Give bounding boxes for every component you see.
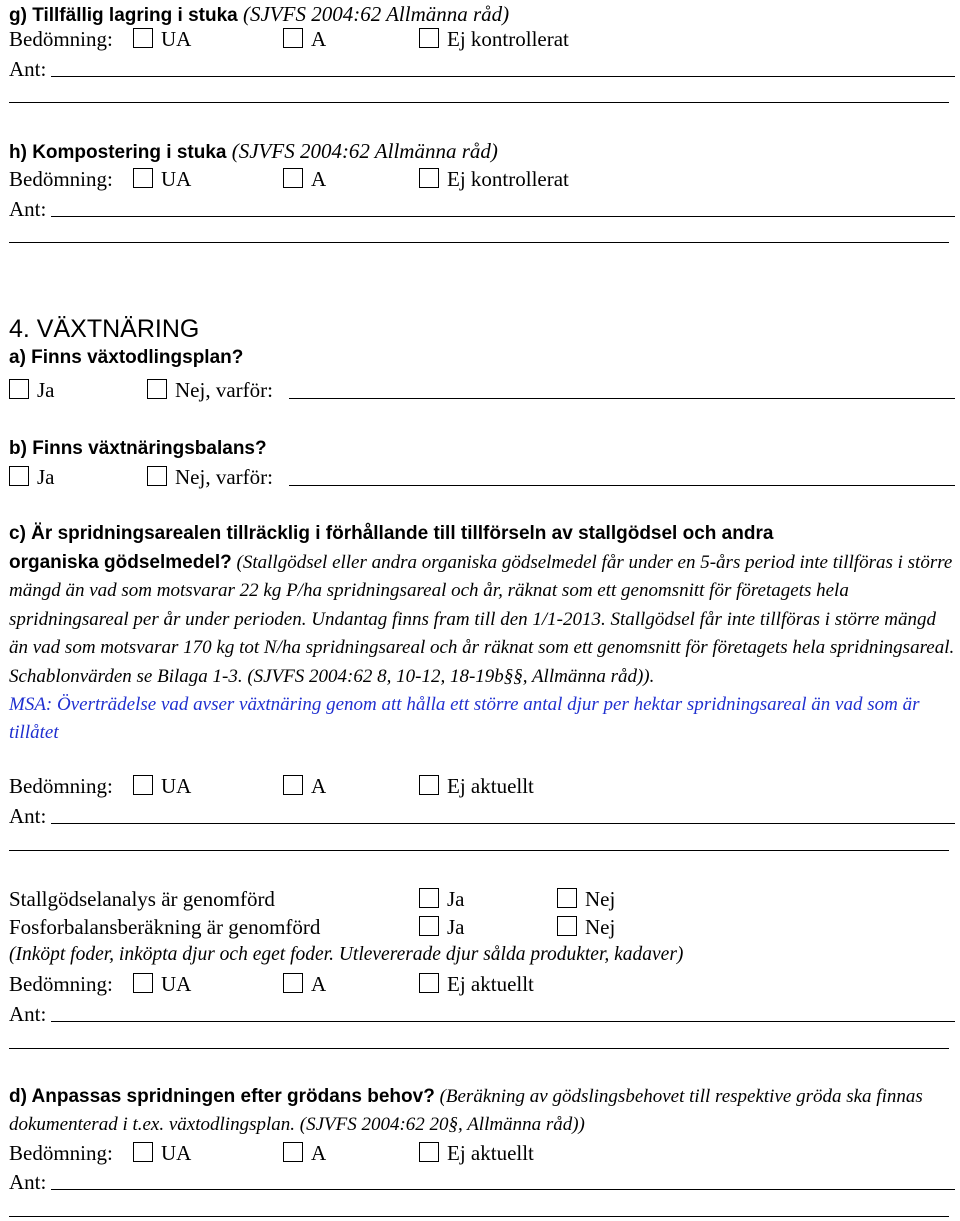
option-a-label: A — [311, 972, 327, 996]
checkbox-ja[interactable] — [9, 379, 29, 399]
option-ja-label: Ja — [37, 465, 55, 489]
question-c-assessment-row — [9, 772, 949, 800]
bedomning-label: Bedömning: — [9, 774, 113, 798]
checkbox-a[interactable] — [283, 775, 303, 795]
section-h-ant-label: Ant: — [9, 197, 47, 221]
section-h-title-line — [9, 137, 498, 167]
section-g-title: g) Tillfällig lagring i stuka — [9, 5, 238, 26]
checkbox-ja[interactable] — [419, 916, 439, 936]
question-c-ant-field[interactable] — [51, 823, 955, 824]
checkbox-nej[interactable] — [557, 916, 577, 936]
checkbox-nej[interactable] — [147, 466, 167, 486]
question-d-paragraph — [9, 1083, 955, 1140]
section-g-ant-label: Ant: — [9, 57, 47, 81]
option-ua-label: UA — [161, 972, 192, 996]
checkbox-ja[interactable] — [9, 466, 29, 486]
fosfor-ant-field-line2[interactable] — [9, 1048, 949, 1049]
option-nej-varfor-label: Nej, varför: — [175, 378, 273, 402]
question-c-paragraph — [9, 549, 955, 748]
question-c-ant-label: Ant: — [9, 804, 47, 828]
option-a-label: A — [311, 27, 327, 51]
question-d-explanation: (Beräkning av gödslingsbehovet till respektive gröda ska finnas dokumenterad i t.ex. växtodlingsplan. (SJVFS 2004:62 20§, Allmänna råd)) — [9, 1086, 923, 1136]
question-b: b) Finns växtnäringsbalans? — [9, 438, 267, 459]
question-c-msa-note: MSA: Överträdelse vad avser växtnäring genom att hålla ett större antal djur per hektar spridningsareal än vad som är tillåtet — [9, 694, 920, 744]
question-d: d) Anpassas spridningen efter grödans behov? — [9, 1086, 435, 1107]
section-g-assessment-row — [9, 25, 949, 53]
option-a-label: A — [311, 774, 327, 798]
stallgodselanalys-row — [9, 885, 955, 913]
checkbox-ua[interactable] — [133, 28, 153, 48]
question-a-answer-row — [9, 376, 955, 404]
question-b-reason-field[interactable] — [289, 485, 955, 486]
section-g-ref: (SJVFS 2004:62 Allmänna råd) — [242, 2, 510, 26]
option-a-label: A — [311, 1141, 327, 1165]
option-ej-aktuellt-label: Ej aktuellt — [447, 774, 534, 798]
option-ej-kontrollerat-label: Ej kontrollerat — [447, 27, 569, 51]
fosforbalans-row — [9, 913, 955, 941]
fosfor-ant-label: Ant: — [9, 1002, 47, 1026]
option-nej-varfor-label: Nej, varför: — [175, 465, 273, 489]
question-c-ant-field-line2[interactable] — [9, 850, 949, 851]
section-h-ant-field-line2[interactable] — [9, 242, 949, 243]
bedomning-label: Bedömning: — [9, 27, 113, 51]
option-ja-label: Ja — [37, 378, 55, 402]
checkbox-nej[interactable] — [557, 888, 577, 908]
checkbox-ja[interactable] — [419, 888, 439, 908]
question-d-assessment-row — [9, 1139, 949, 1167]
question-c-line2: organiska gödselmedel? — [9, 552, 232, 573]
option-ja-label: Ja — [447, 915, 465, 939]
bedomning-label: Bedömning: — [9, 972, 113, 996]
section-h-title: h) Kompostering i stuka — [9, 142, 227, 163]
question-a: a) Finns växtodlingsplan? — [9, 347, 244, 368]
checkbox-ej-aktuellt[interactable] — [419, 1142, 439, 1162]
checkbox-ua[interactable] — [133, 1142, 153, 1162]
fosforbalans-label: Fosforbalansberäkning är genomförd — [9, 915, 321, 939]
option-ua-label: UA — [161, 27, 192, 51]
bedomning-label: Bedömning: — [9, 167, 113, 191]
question-d-ant-field-line2[interactable] — [9, 1216, 949, 1217]
option-ua-label: UA — [161, 774, 192, 798]
checkbox-ej-aktuellt[interactable] — [419, 775, 439, 795]
section-h-ref: (SJVFS 2004:62 Allmänna råd) — [231, 139, 498, 163]
section-g-ant-field-line2[interactable] — [9, 102, 949, 103]
option-ua-label: UA — [161, 167, 192, 191]
section-4-heading: 4. VÄXTNÄRING — [9, 315, 200, 343]
option-nej-label: Nej — [585, 915, 616, 939]
section-h-assessment-row — [9, 165, 949, 193]
option-ua-label: UA — [161, 1141, 192, 1165]
option-ej-aktuellt-label: Ej aktuellt — [447, 1141, 534, 1165]
option-ej-kontrollerat-label: Ej kontrollerat — [447, 167, 569, 191]
checkbox-ua[interactable] — [133, 168, 153, 188]
section-g-ant-field[interactable] — [51, 76, 955, 77]
section-h-ant-field[interactable] — [51, 216, 955, 217]
checkbox-a[interactable] — [283, 1142, 303, 1162]
fosfor-assessment-row — [9, 970, 949, 998]
option-ja-label: Ja — [447, 887, 465, 911]
checkbox-a[interactable] — [283, 168, 303, 188]
question-d-ant-label: Ant: — [9, 1170, 47, 1194]
question-c-line1: c) Är spridningsarealen tillräcklig i förhållande till tillförseln av stallgödsel och andra — [9, 523, 774, 544]
fosfor-ant-field[interactable] — [51, 1021, 955, 1022]
checkbox-a[interactable] — [283, 28, 303, 48]
option-nej-label: Nej — [585, 887, 616, 911]
question-c-explanation: (Stallgödsel eller andra organiska gödselmedel får under en 5-års period inte tillföras i större mängd än vad som motsvarar 22 kg P/ha spridningsareal och år, räknat som ett genomsnitt för företagets hela spridningsareal per år under perioden. Undantag finns fram till den 1/1-2013. Stallgödsel får inte tillföras i större mängd än vad som motsvarar 170 kg tot N/ha spridningsareal och år räknat som ett genomsnitt för företagets hela spridningsareal. Schablonvärden se Bilaga 1-3. (SJVFS 2004:62 8, 10-12, 18-19b§§, Allmänna råd)). — [9, 552, 955, 687]
checkbox-ej-kontrollerat[interactable] — [419, 28, 439, 48]
checkbox-nej[interactable] — [147, 379, 167, 399]
stallgodselanalys-label: Stallgödselanalys är genomförd — [9, 887, 275, 911]
bedomning-label: Bedömning: — [9, 1141, 113, 1165]
inkopt-note: (Inköpt foder, inköpta djur och eget foder. Utlevererade djur sålda produkter, kadaver) — [9, 944, 684, 965]
checkbox-ej-aktuellt[interactable] — [419, 973, 439, 993]
option-ej-aktuellt-label: Ej aktuellt — [447, 972, 534, 996]
checkbox-a[interactable] — [283, 973, 303, 993]
checkbox-ua[interactable] — [133, 973, 153, 993]
question-a-reason-field[interactable] — [289, 398, 955, 399]
question-b-answer-row — [9, 463, 955, 491]
checkbox-ua[interactable] — [133, 775, 153, 795]
option-a-label: A — [311, 167, 327, 191]
question-d-ant-field[interactable] — [51, 1189, 955, 1190]
checkbox-ej-kontrollerat[interactable] — [419, 168, 439, 188]
